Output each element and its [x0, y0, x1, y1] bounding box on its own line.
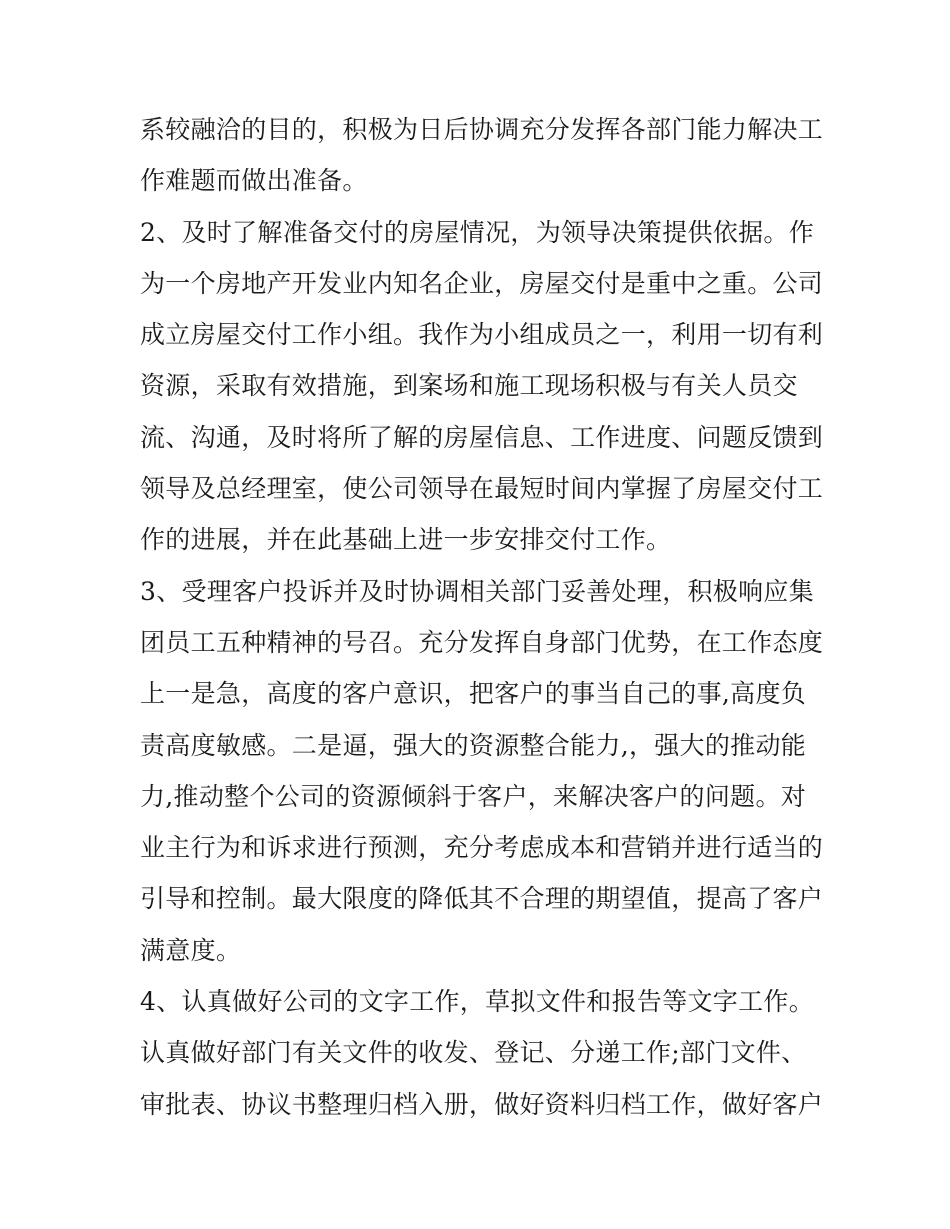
text-line: 为一个房地产开发业内知名企业，房屋交付是重中之重。公司 — [140, 268, 824, 298]
text-line: 资源，采取有效措施，到案场和施工现场积极与有关人员交 — [140, 371, 798, 401]
text-line: 4、认真做好公司的文字工作，草拟文件和报告等文字工作。 — [140, 987, 815, 1017]
text-line: 力,推动整个公司的资源倾斜于客户，来解决客户的问题。对 — [140, 781, 807, 811]
text-line: 流、沟通，及时将所了解的房屋信息、工作进度、问题反馈到 — [140, 422, 824, 452]
document-body — [140, 104, 824, 1130]
text-line: 引导和控制。最大限度的降低其不合理的期望值，提高了客户 — [140, 884, 824, 914]
text-line: 作难题而做出准备。 — [140, 166, 368, 196]
text-line: 团员工五种精神的号召。充分发挥自身部门优势，在工作态度 — [140, 627, 824, 657]
text-line: 成立房屋交付工作小组。我作为小组成员之一，利用一切有利 — [140, 320, 824, 350]
text-line: 上一是急，高度的客户意识，把客户的事当自己的事,高度负 — [140, 679, 807, 709]
text-line: 满意度。 — [140, 935, 242, 965]
text-line: 认真做好部门有关文件的收发、登记、分递工作;部门文件、 — [140, 1038, 807, 1068]
text-line: 业主行为和诉求进行预测，充分考虑成本和营销并进行适当的 — [140, 833, 824, 863]
text-line: 作的进展，并在此基础上进一步安排交付工作。 — [140, 525, 672, 555]
text-line: 审批表、协议书整理归档入册，做好资料归档工作，做好客户 — [140, 1089, 824, 1119]
text-line: 领导及总经理室，使公司领导在最短时间内掌握了房屋交付工 — [140, 474, 824, 504]
text-line: 2、及时了解准备交付的房屋情况，为领导决策提供依据。作 — [140, 217, 815, 247]
text-line: 系较融洽的目的，积极为日后协调充分发挥各部门能力解决工 — [140, 115, 824, 144]
text-line: 责高度敏感。二是逼，强大的资源整合能力,，强大的推动能 — [140, 730, 807, 760]
text-line: 3、受理客户投诉并及时协调相关部门妥善处理，积极响应集 — [140, 576, 815, 606]
